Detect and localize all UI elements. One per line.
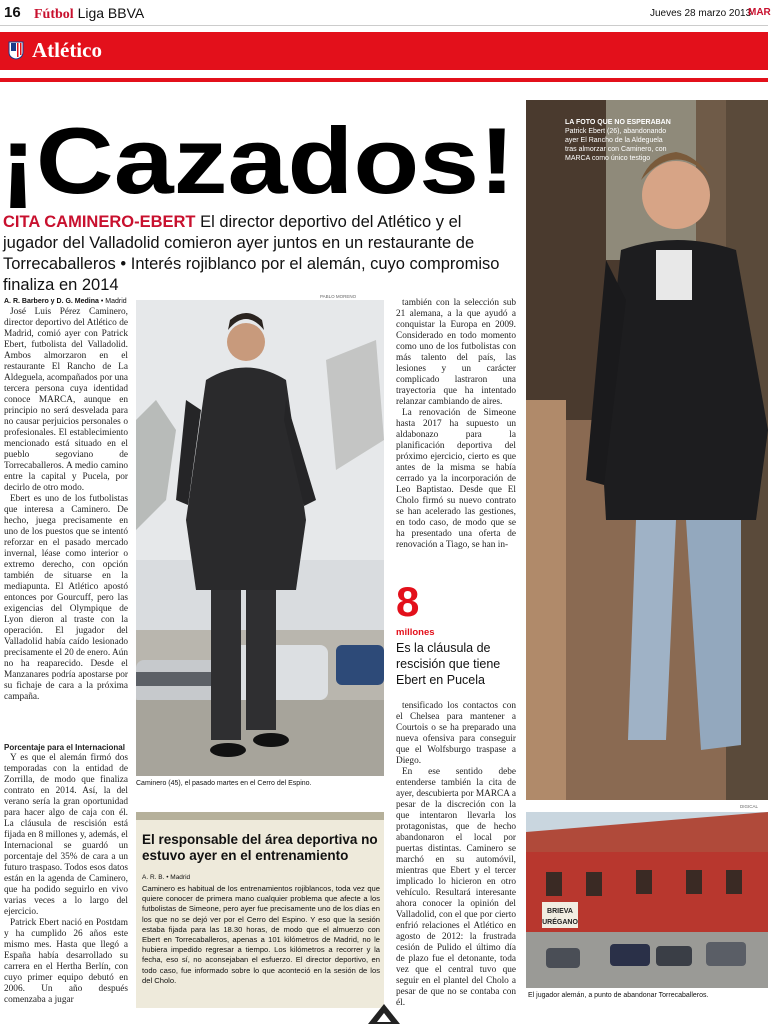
page-number: 16 xyxy=(4,4,21,21)
caption-text: Patrick Ebert (26), abandonando ayer El Rancho de la Aldeguela tras almorzar con Caminero, con MARCA como único testigo xyxy=(565,128,667,162)
paragraph: Patrick Ebert nació en Postdam y ha cumplido 26 años este mismo mes. Hasta que llegó a España había desarrollado su carrera en el Hertha Berlín, con cuyo primer equipo debutó en 2006. Un año después comenzaba a jugar xyxy=(4,918,128,1005)
club-crest-icon xyxy=(8,40,24,60)
page-up-arrow-icon[interactable] xyxy=(366,1000,402,1024)
article-column-3b xyxy=(396,701,516,1009)
paragraph: tensificado los contactos con el Chelsea para mantener a Courtois o se ha preparado una nueva ofensiva para conseguir que el Wolfsburgo traspase a Diego. xyxy=(396,701,516,766)
photo-caption: El jugador alemán, a punto de abandonar Torrecaballeros. xyxy=(528,992,709,999)
sidebar-byline: A. R. B. • Madrid xyxy=(142,874,191,881)
article-column-1 xyxy=(4,307,128,703)
highlight-unit: millones xyxy=(396,627,435,638)
paragraph: también con la selección sub 21 alemana, a la que ayudó a conquistar la Europa en 2009. Considerado en todo momento como uno de los futbolistas con más talento del país, las lesiones y un carácter complicado lastraron una trayectoria que ha intentado relanzar cambiando de aires. xyxy=(396,298,516,407)
kicker-lead: CITA CAMINERO-EBERT xyxy=(3,213,196,231)
section-brand: Fútbol xyxy=(34,7,74,22)
paragraph: José Luis Pérez Caminero, director deportivo del Atlético de Madrid, comió ayer con Patrick Ebert, futbolista del Valladolid. Ambos almorzaron en el restaurante El Rancho de La Aldeguela, acompañados por una tercera persona cuya identidad conoce MARCA, aunque en principio no será desvelada para no causar perjuicios personales o profesionales. El establecimiento mencionado está situado en el pueblo segoviano de Torrecaballeros. A medio camino entre la capital y Pucela, por decirlo de otro modo. xyxy=(4,307,128,493)
photo-caminero xyxy=(136,300,384,776)
highlight-number: 8 xyxy=(396,578,420,625)
paragraph: La renovación de Simeone hasta 2017 ha supuesto un aldabonazo para la planificación deportiva del próximo ejercicio, cierto es que antes de la misma se había cerrado ya la incorporación de Leo Baptistao. Desde que El Cholo firmó su nuevo contrato se han acelerado las gestiones, en todo caso, de modo que se ha presentado una oferta de renovación a Tiago, se han in- xyxy=(396,408,516,550)
divider xyxy=(0,78,768,82)
paragraph: Y es que el alemán firmó dos temporadas con la entidad de Zorrilla, de modo que finaliza contrato en 2014. Así, la del verano sería la gran oportunidad para hacer algo de caja con él. La cláusula de rescisión está fijada en 8 millones y, además, el Internacional se guardó un porcentaje del 35% de cara a un futuro traspaso. Todos esos datos están en la agenda de Caminero, que ha podido seguirlo en vivo varias veces a lo largo del ejercicio. xyxy=(4,753,128,917)
photo-credit: DIGICAL xyxy=(740,804,759,809)
headline-text: ¡Cazados! xyxy=(0,108,515,213)
photo-caption: Caminero (45), el pasado martes en el Cerro del Espino. xyxy=(136,780,312,787)
subhead: Porcentaje para el Internacional xyxy=(4,743,125,752)
issue-date: Jueves 28 marzo 2013 xyxy=(650,8,752,19)
photo-credit: PABLO MORENO xyxy=(320,294,357,299)
photo-ebert xyxy=(526,100,768,800)
section-title: Atlético xyxy=(32,38,102,62)
kicker-text: El director deportivo del Atlético y el jugador del Valladolid comieron ayer juntos en un restaurante de Torrecaballeros • Interés rojiblanco por el alemán, cuyo compromiso finaliza en 2014 xyxy=(3,213,500,294)
publication-name: MAR xyxy=(748,7,771,18)
photo-restaurant xyxy=(526,812,768,988)
sidebar-body: Caminero es habitual de los entrenamientos rojiblancos, toda vez que quiere conocer de primera mano cualquier problema que afecte a los futbolistas de Simeone, pero ayer fue precisamente uno de los días en los que no se dejó ver por el Cerro del Espino. Y eso que la sesión estaba fijada para las 18.30 horas, de modo que el almuerzo con Ebert en Torrecaballeros, apenas a 101 kilómetros de Madrid, no le hubiera impedido regresar a tiempo. Los kilómetros a recorrer y la fecha, eso sí, no aconsejaban el esfuerzo. El director deportivo, en todo caso, fue informado sobre lo que aconteció en la sesión de los del Cholo. xyxy=(142,884,380,985)
section-sub: Liga BBVA xyxy=(77,5,145,21)
headline xyxy=(0,105,525,213)
section-name xyxy=(34,5,144,23)
paragraph: En ese sentido debe entenderse también la cita de ayer, descubierta por MARCA a pesar de la discreción con la que intentaron llevarla los protagonistas, que de hecho abandonaron el local por puertas distintas. Caminero se marchó en su automóvil, mientras que Ebert y el tercer implicado lo hicieron en otro vehículo. Resultará interesante ahora conocer la opinión del Valladolid, con el que por cierto enfrió relaciones el Atlético en agosto de 2012: la frustrada cesión de Pulido el último día de plazo fue el detonante, toda vez que el central tuvo que seguir en el plantel del Cholo a pesar de que no se contaba con él. xyxy=(396,767,516,1008)
kicker xyxy=(3,212,521,296)
section-band xyxy=(0,32,768,70)
sign-line-2: URÉGANO xyxy=(542,919,578,926)
sidebar-title: El responsable del área deportiva no estuvo ayer en el entrenamiento xyxy=(142,832,378,863)
byline-place: • Madrid xyxy=(98,298,127,305)
paragraph: Ebert es uno de los futbolistas que interesa a Caminero. De hecho, juega precisamente en uno de los puestos que se intentó reforzar en el pasado mercado invernal, léase como interior o extremo derecho, con opción también de situarse en la mediapunta. El Atlético apostó entonces por Gourcuff, pero las exigencias del Olympique de Lyon dieron al traste con la operación. El jugador del Valladolid había caído lesionado precisamente el 20 de enero. Aún no ha reaparecido. Desde el Manzanares podría apostarse por su fichaje de cara a la próxima campaña. xyxy=(4,494,128,702)
article-column-3 xyxy=(396,298,516,551)
photo-ebert-caption xyxy=(565,118,675,163)
byline-authors: A. R. Barbero y D. G. Medina xyxy=(4,298,99,305)
running-header xyxy=(0,0,771,26)
article-column-1b xyxy=(4,738,128,1006)
highlight-description: Es la cláusula de rescisión que tiene Ebert en Pucela xyxy=(396,641,501,687)
byline xyxy=(4,298,127,305)
caption-lead: LA FOTO QUE NO ESPERABAN xyxy=(565,119,671,126)
sidebar-box xyxy=(136,812,384,1008)
sign-line-1: BRIEVA xyxy=(547,908,573,915)
